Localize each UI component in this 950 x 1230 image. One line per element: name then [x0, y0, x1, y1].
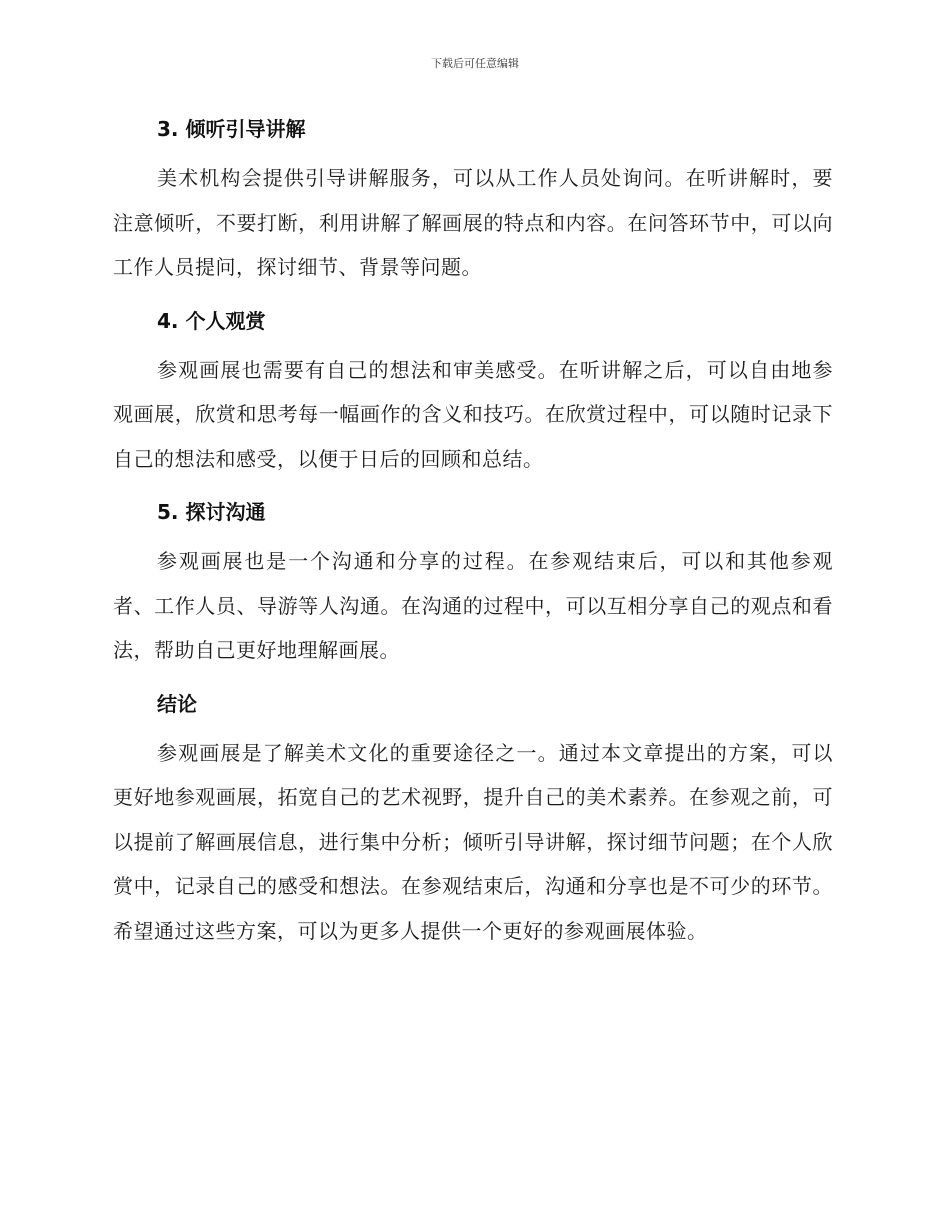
section-paragraph: 参观画展也是一个沟通和分享的过程。在参观结束后，可以和其他参观者、工作人员、导游等人沟通。在沟通的过程中，可以互相分享自己的观点和看法，帮助自己更好地理解画展。 [113, 549, 833, 662]
section-conclusion [113, 683, 833, 954]
header-note: 下载后可任意编辑 [431, 57, 519, 70]
section-heading: 3. 倾听引导讲解 [157, 117, 306, 141]
section-personal-viewing [113, 300, 833, 482]
document-body [113, 108, 833, 963]
section-heading: 5. 探讨沟通 [157, 500, 266, 524]
section-paragraph: 参观画展也需要有自己的想法和审美感受。在听讲解之后，可以自由地参观画展，欣赏和思考每一幅画作的含义和技巧。在欣赏过程中，可以随时记录下自己的想法和感受，以便于日后的回顾和总结。 [113, 357, 833, 471]
section-discussion [113, 491, 833, 673]
section-paragraph: 参观画展是了解美术文化的重要途径之一。通过本文章提出的方案，可以更好地参观画展，拓宽自己的艺术视野，提升自己的美术素养。在参观之前，可以提前了解画展信息，进行集中分析；倾听引导讲解，探讨细节问题；在个人欣赏中，记录自己的感受和想法。在参观结束后，沟通和分享也是不可少的环节。希望通过这些方案，可以为更多人提供一个更好的参观画展体验。 [113, 740, 833, 943]
section-listen-guide [113, 108, 833, 290]
section-heading: 结论 [157, 691, 197, 716]
section-paragraph: 美术机构会提供引导讲解服务，可以从工作人员处询问。在听讲解时，要注意倾听，不要打断，利用讲解了解画展的特点和内容。在问答环节中，可以向工作人员提问，探讨细节、背景等问题。 [113, 166, 833, 279]
section-heading: 4. 个人观赏 [157, 308, 266, 333]
